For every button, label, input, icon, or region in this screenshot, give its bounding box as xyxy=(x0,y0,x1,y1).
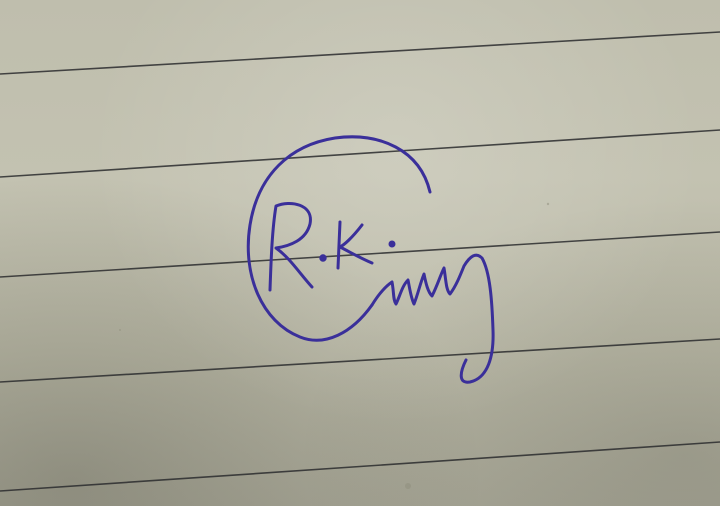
ruled-lines xyxy=(0,32,720,491)
rule-line xyxy=(0,32,720,74)
signature-letter-k xyxy=(338,222,372,268)
paper-speck xyxy=(405,483,411,489)
signature-dot xyxy=(390,242,394,246)
rule-line xyxy=(0,339,720,382)
rule-line xyxy=(0,442,720,491)
paper-speck xyxy=(119,329,121,331)
paper-speck xyxy=(547,203,549,205)
signature-dot xyxy=(321,256,325,260)
signature-letter-r xyxy=(270,203,312,290)
paper-specks xyxy=(119,203,549,489)
signature-scribble xyxy=(372,255,493,382)
rule-line xyxy=(0,232,720,277)
